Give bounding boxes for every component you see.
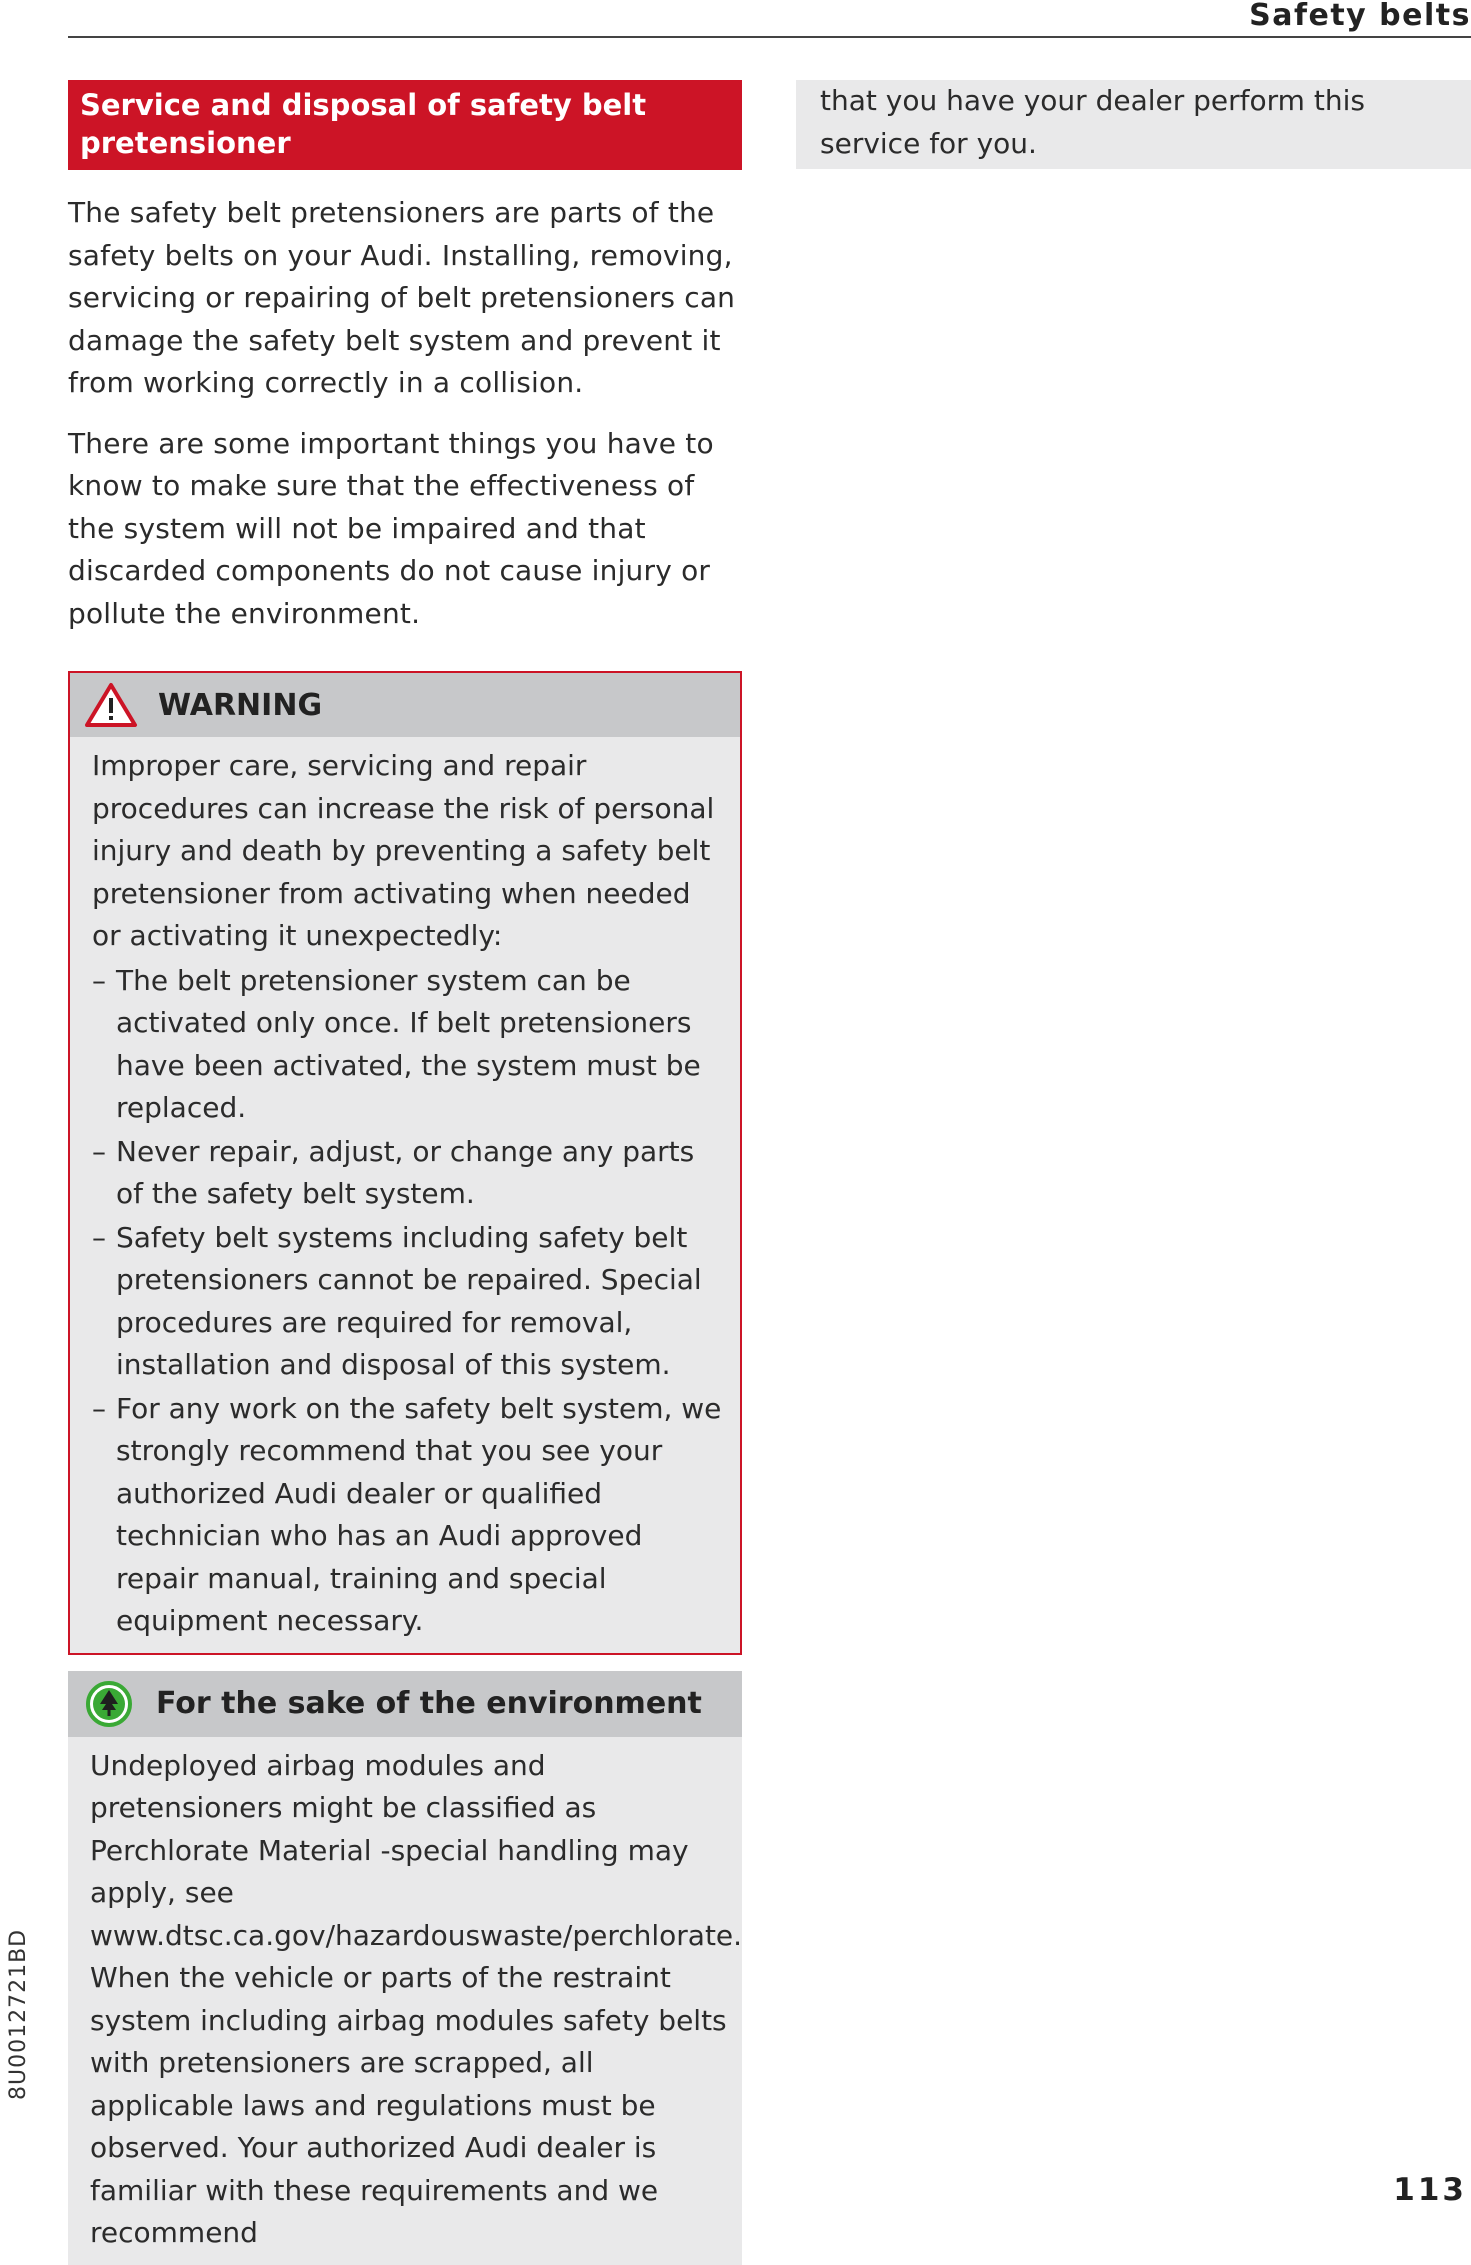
environment-box: [68, 1671, 742, 2265]
document-code: 8U0012721BD: [6, 1928, 31, 2100]
page-number: 113: [1393, 2172, 1467, 2208]
environment-body: [68, 1737, 742, 2265]
left-column: [68, 80, 742, 2265]
tree-icon: [80, 1679, 138, 1729]
warning-body: [70, 737, 740, 1653]
right-column: [796, 80, 1471, 169]
section-heading: Service and disposal of safety belt pretensioner: [68, 80, 742, 170]
environment-title: For the sake of the environment: [156, 1686, 702, 1721]
warning-list: [92, 960, 726, 1643]
warning-triangle-icon: [82, 680, 140, 730]
header-rule: [68, 36, 1471, 38]
paragraph: The safety belt pretensioners are parts of the safety belts on your Audi. Installing, removing, servicing or repairing of belt pretensioners can damage the safety belt system and prevent it from working correctly in a collision.: [68, 196, 736, 399]
continued-text: that you have your dealer perform this service for you.: [796, 80, 1471, 169]
paragraph: There are some important things you have to know to make sure that the effectiveness of the system will not be impaired and that discarded components do not cause injury or pollute the environment.: [68, 426, 714, 630]
list-item: – For any work on the safety belt system, we strongly recommend that you see your authorized Audi dealer or qualified technician who has an Audi approved repair manual, training and special equipment necessary.: [92, 1388, 726, 1643]
list-item: – Safety belt systems including safety belt pretensioners cannot be repaired. Special procedures are required for removal, installation and disposal of this system.: [92, 1217, 726, 1387]
environment-text: Undeployed airbag modules and pretensioners might be classified as Perchlorate Material -special handling may apply, see www.dtsc.ca.gov/hazardouswaste/perchlorate. When the vehicle or parts of the restraint system including airbag modules safety belts with pretensioners are scrapped, all applicable laws and regulations must be observed. Your authorized Audi dealer is familiar with these requirements and we recommend: [90, 1748, 743, 2249]
warning-header: [70, 673, 740, 737]
warning-intro: Improper care, servicing and repair procedures can increase the risk of personal injury and death by preventing a safety belt pretensioner from activating when needed or activating it unexpectedly:: [92, 749, 715, 952]
warning-title: WARNING: [158, 687, 323, 723]
list-item: – The belt pretensioner system can be activated only once. If belt pretensioners have been activated, the system must be replaced.: [92, 960, 726, 1130]
list-item: – Never repair, adjust, or change any parts of the safety belt system.: [92, 1131, 726, 1216]
warning-box: [68, 671, 742, 1655]
running-header: Safety belts: [1249, 0, 1471, 33]
environment-header: [68, 1671, 742, 1737]
